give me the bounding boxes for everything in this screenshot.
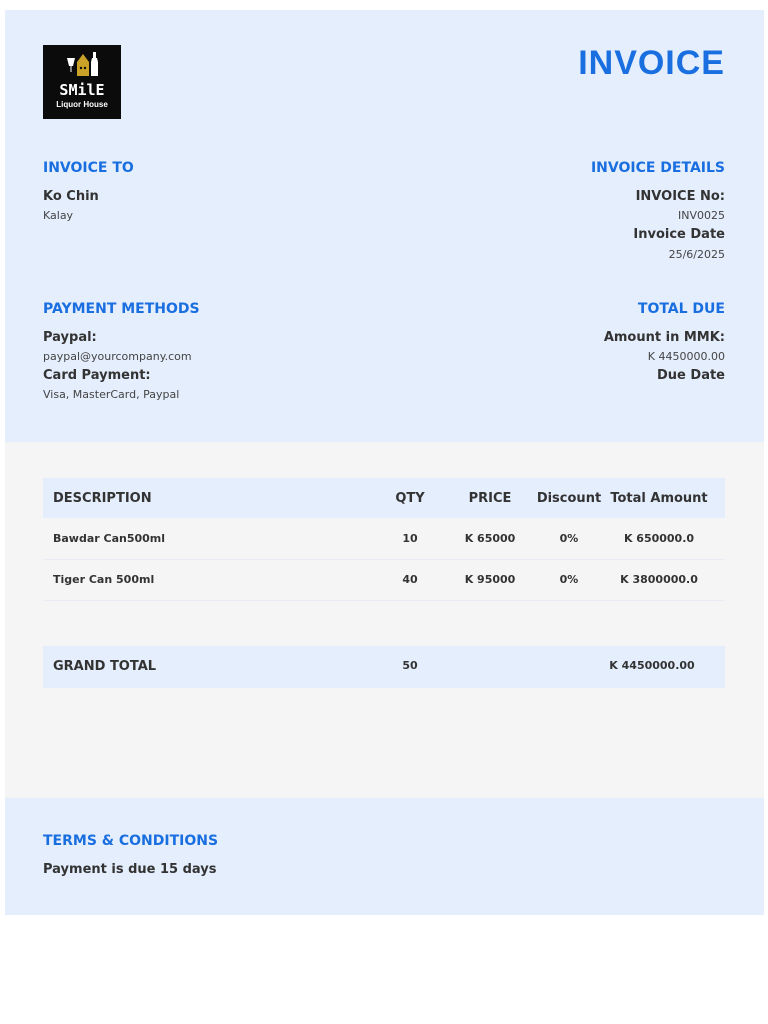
table-row xyxy=(43,518,725,560)
row-discount: 0% xyxy=(559,532,579,545)
invoice-to-heading: INVOICE TO xyxy=(43,160,134,176)
card-payment-options: Visa, MasterCard, Paypal xyxy=(43,388,180,401)
logo-brand: SMilE xyxy=(59,81,105,99)
invoice-date-label: Invoice Date xyxy=(633,227,725,242)
amount-due: K 4450000.00 xyxy=(647,350,725,363)
amount-label: Amount in MMK: xyxy=(603,330,725,345)
invoice-date: 25/6/2025 xyxy=(668,248,725,261)
row-total: K 3800000.0 xyxy=(620,573,698,586)
company-logo xyxy=(43,45,121,119)
row-price: K 65000 xyxy=(464,532,516,545)
total-due-heading: TOTAL DUE xyxy=(637,301,725,317)
col-qty: QTY xyxy=(395,491,425,506)
col-discount: Discount xyxy=(536,491,602,506)
customer-name: Ko Chin xyxy=(43,189,99,204)
table-row xyxy=(43,559,725,601)
row-price: K 95000 xyxy=(464,573,516,586)
invoice-number-label: INVOICE No: xyxy=(635,189,725,204)
invoice-details-heading: INVOICE DETAILS xyxy=(590,160,725,176)
bottle-glass-icon xyxy=(63,50,103,80)
due-date-label: Due Date xyxy=(657,368,725,383)
row-qty: 10 xyxy=(402,532,418,545)
invoice-number: INV0025 xyxy=(678,209,725,222)
payment-methods-heading: PAYMENT METHODS xyxy=(43,301,200,317)
grand-total-row xyxy=(43,646,725,688)
grand-total-qty: 50 xyxy=(402,659,418,672)
row-total: K 650000.0 xyxy=(623,532,695,545)
col-price: PRICE xyxy=(468,491,512,506)
grand-total-amount: K 4450000.00 xyxy=(609,659,695,672)
row-description: Bawdar Can500ml xyxy=(53,532,166,545)
row-description: Tiger Can 500ml xyxy=(53,573,155,586)
terms-text: Payment is due 15 days xyxy=(43,862,217,877)
logo-subtitle: Liquor House xyxy=(56,100,108,109)
customer-address: Kalay xyxy=(43,209,74,222)
card-payment-label: Card Payment: xyxy=(43,368,151,383)
paypal-email: paypal@yourcompany.com xyxy=(43,350,192,363)
terms-heading: TERMS & CONDITIONS xyxy=(43,833,219,849)
paypal-label: Paypal: xyxy=(43,330,97,345)
grand-total-label: GRAND TOTAL xyxy=(53,659,157,674)
row-qty: 40 xyxy=(402,573,418,586)
page-title: INVOICE xyxy=(578,44,725,82)
terms-panel xyxy=(5,798,764,915)
col-total: Total Amount xyxy=(610,491,708,506)
col-description: DESCRIPTION xyxy=(53,491,152,506)
row-discount: 0% xyxy=(559,573,579,586)
items-table-header xyxy=(43,478,725,518)
